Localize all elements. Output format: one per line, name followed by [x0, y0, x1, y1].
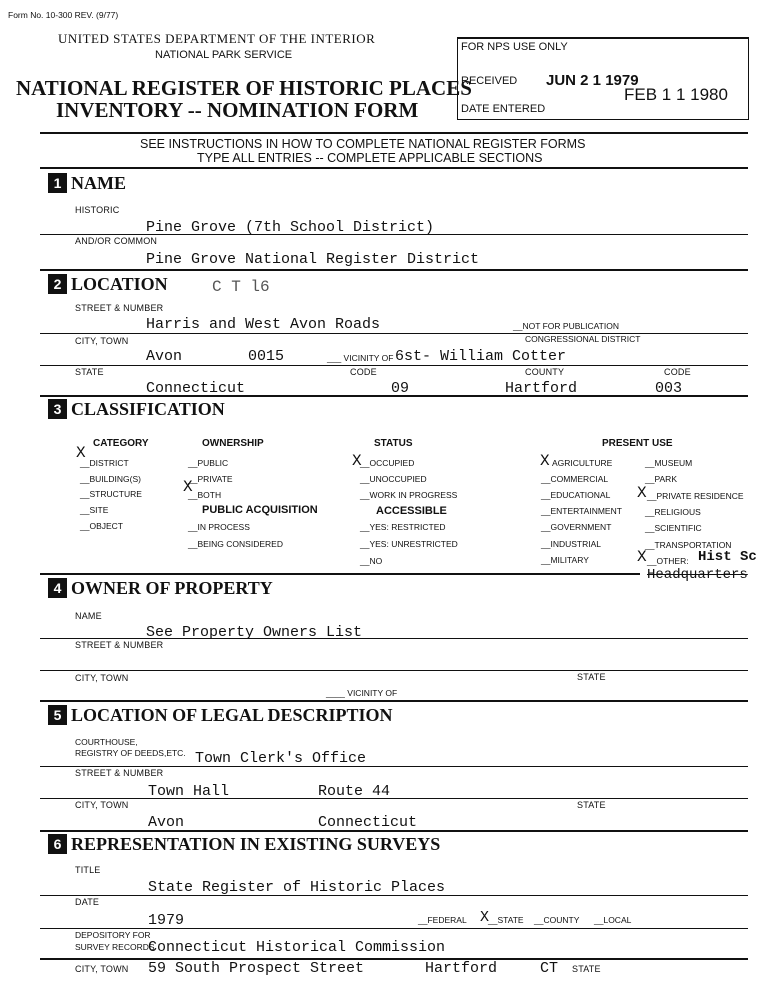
status-unoccupied[interactable]: __ UNOCCUPIED [360, 474, 427, 484]
access-restricted[interactable]: __ YES: RESTRICTED [360, 522, 446, 532]
category-district[interactable]: __ DISTRICT [80, 458, 129, 468]
use-transportation[interactable]: __ TRANSPORTATION [645, 540, 731, 550]
access-no[interactable]: __ NO [360, 556, 382, 566]
ownership-private[interactable]: __ PRIVATE [188, 474, 233, 484]
agriculture-mark: X [540, 452, 550, 470]
owner-name: See Property Owners List [146, 624, 363, 641]
status-work-in-progress[interactable]: __ WORK IN PROGRESS [360, 490, 457, 500]
other-value: Hist Sc [698, 549, 757, 565]
use-other[interactable]: __ OTHER: [647, 556, 689, 566]
city-code: 0015 [248, 348, 285, 365]
acquisition-being-considered[interactable]: __ BEING CONSIDERED [188, 539, 283, 549]
section-1-heading: 1 NAME [48, 173, 126, 194]
use-scientific[interactable]: __ SCIENTIFIC [645, 523, 702, 533]
residence-mark: X [637, 484, 647, 502]
county-label: COUNTY [525, 367, 565, 377]
historic-name: Pine Grove (7th School District) [146, 219, 435, 236]
occupied-mark: X [352, 452, 362, 470]
section-6-heading: 6 REPRESENTATION IN EXISTING SURVEYS [48, 834, 440, 855]
received-stamp: JUN 2 1 1979 [546, 72, 639, 89]
use-religious[interactable]: __ RELIGIOUS [645, 507, 701, 517]
survey-state-label: STATE [572, 964, 601, 974]
form-title: NATIONAL REGISTER OF HISTORIC PLACES [16, 76, 472, 100]
vicinity-label: ___ VICINITY OF [327, 353, 394, 363]
owner-vicinity: ____ VICINITY OF [326, 688, 398, 698]
use-government[interactable]: __ GOVERNMENT [541, 522, 611, 532]
owner-state-label: STATE [577, 672, 606, 682]
both-mark: X [183, 478, 193, 496]
county-value: Hartford [505, 380, 578, 397]
city-label: CITY, TOWN [75, 336, 129, 346]
common-label: AND/OR COMMON [75, 236, 158, 246]
instructions-line2: TYPE ALL ENTRIES -- COMPLETE APPLICABLE SECTIONS [197, 151, 543, 165]
survey-title: State Register of Historic Places [148, 879, 446, 896]
department: UNITED STATES DEPARTMENT OF THE INTERIOR [58, 31, 376, 46]
use-military[interactable]: __ MILITARY [541, 555, 589, 565]
use-private-residence[interactable]: __ PRIVATE RESIDENCE [647, 491, 744, 501]
use-educational[interactable]: __ EDUCATIONAL [541, 490, 610, 500]
use-agriculture[interactable]: AGRICULTURE [552, 458, 613, 468]
use-entertainment[interactable]: __ ENTERTAINMENT [541, 506, 622, 516]
acquisition-in-process[interactable]: __ IN PROCESS [188, 522, 250, 532]
section-5-heading: 5 LOCATION OF LEGAL DESCRIPTION [48, 705, 393, 726]
survey-state[interactable]: __ STATE [488, 915, 524, 925]
survey-date: 1979 [148, 912, 185, 929]
legal-city-value: Avon [148, 814, 185, 831]
legal-state-value: Connecticut [318, 814, 418, 831]
state-survey-mark: X [480, 909, 490, 926]
section-4-heading: 4 OWNER OF PROPERTY [48, 578, 273, 599]
state-label: STATE [75, 367, 104, 377]
section-2-heading: 2 LOCATION [48, 274, 168, 295]
date-entered-label: DATE ENTERED [461, 103, 546, 115]
status-heading: STATUS [374, 438, 413, 449]
category-structure[interactable]: __ STRUCTURE [80, 489, 142, 499]
section-3-heading: 3 CLASSIFICATION [48, 399, 225, 420]
courthouse-label: COURTHOUSE, [75, 737, 138, 747]
use-park[interactable]: __ PARK [645, 474, 677, 484]
survey-county[interactable]: __ COUNTY [534, 915, 579, 925]
category-object[interactable]: __ OBJECT [80, 521, 123, 531]
other-value-2: Headquarters [647, 567, 748, 583]
other-mark: X [637, 548, 647, 566]
ownership-heading: OWNERSHIP [202, 438, 264, 449]
nps-use-box [457, 37, 749, 120]
access-unrestricted[interactable]: __ YES: UNRESTRICTED [360, 539, 458, 549]
status-occupied[interactable]: __ OCCUPIED [360, 458, 414, 468]
historic-label: HISTORIC [75, 205, 120, 215]
legal-street-value-2: Route 44 [318, 783, 391, 800]
congressional-district: 6st- William Cotter [395, 348, 567, 365]
survey-city-value: 59 South Prospect Street [148, 960, 365, 977]
form-number: Form No. 10-300 REV. (9/77) [8, 10, 119, 20]
ownership-public[interactable]: __ PUBLIC [188, 458, 228, 468]
legal-city-label: CITY, TOWN [75, 800, 129, 810]
instructions-line1: SEE INSTRUCTIONS IN HOW TO COMPLETE NATIONAL REGISTER FORMS [140, 137, 586, 151]
use-industrial[interactable]: __ INDUSTRIAL [541, 539, 601, 549]
legal-street-label: STREET & NUMBER [75, 768, 164, 778]
owner-city-label: CITY, TOWN [75, 673, 129, 683]
accessible-heading: ACCESSIBLE [376, 505, 447, 517]
survey-state-value: CT [540, 960, 559, 977]
received-label: RECEIVED [461, 75, 518, 87]
common-name: Pine Grove National Register District [146, 251, 480, 268]
county-code: 003 [655, 380, 683, 397]
form-subtitle: INVENTORY -- NOMINATION FORM [56, 98, 419, 122]
category-site[interactable]: __ SITE [80, 505, 108, 515]
survey-local[interactable]: __ LOCAL [594, 915, 631, 925]
entered-stamp: FEB 1 1 1980 [624, 85, 728, 104]
county-code-label: CODE [664, 367, 691, 377]
legal-street-value: Town Hall [148, 783, 230, 800]
public-acquisition-heading: PUBLIC ACQUISITION [202, 504, 318, 516]
ownership-both[interactable]: __ BOTH [188, 490, 221, 500]
district-mark: X [76, 444, 86, 462]
survey-city-value-2: Hartford [425, 960, 498, 977]
use-commercial[interactable]: __ COMMERCIAL [541, 474, 608, 484]
courthouse-value: Town Clerk's Office [195, 750, 367, 767]
depository-label-2: SURVEY RECORDS [75, 942, 155, 952]
owner-street-label: STREET & NUMBER [75, 640, 164, 650]
registry-label: REGISTRY OF DEEDS,ETC. [75, 748, 186, 758]
present-use-heading: PRESENT USE [602, 438, 673, 449]
legal-state-label: STATE [577, 800, 606, 810]
owner-name-label: NAME [75, 611, 102, 621]
survey-federal[interactable]: __ FEDERAL [418, 915, 467, 925]
nps-label: FOR NPS USE ONLY [461, 41, 568, 53]
street-value: Harris and West Avon Roads [146, 316, 381, 333]
not-for-publication: __ NOT FOR PUBLICATION [513, 321, 619, 331]
depository-label-1: DEPOSITORY FOR [75, 930, 151, 940]
depository-value: Connecticut Historical Commission [148, 939, 446, 956]
state-code-label: CODE [350, 367, 377, 377]
survey-date-label: DATE [75, 897, 100, 907]
state-value: Connecticut [146, 380, 246, 397]
category-buildings[interactable]: __ BUILDING(S) [80, 474, 141, 484]
service: NATIONAL PARK SERVICE [155, 49, 293, 61]
category-heading: CATEGORY [93, 438, 149, 449]
state-code: 09 [391, 380, 410, 397]
survey-title-label: TITLE [75, 865, 101, 875]
congressional-label: CONGRESSIONAL DISTRICT [525, 334, 641, 344]
city-value: Avon [146, 348, 183, 365]
handwritten-note: C T l6 [212, 278, 270, 296]
survey-city-label: CITY, TOWN [75, 964, 129, 974]
use-museum[interactable]: __ MUSEUM [645, 458, 692, 468]
street-label: STREET & NUMBER [75, 303, 164, 313]
